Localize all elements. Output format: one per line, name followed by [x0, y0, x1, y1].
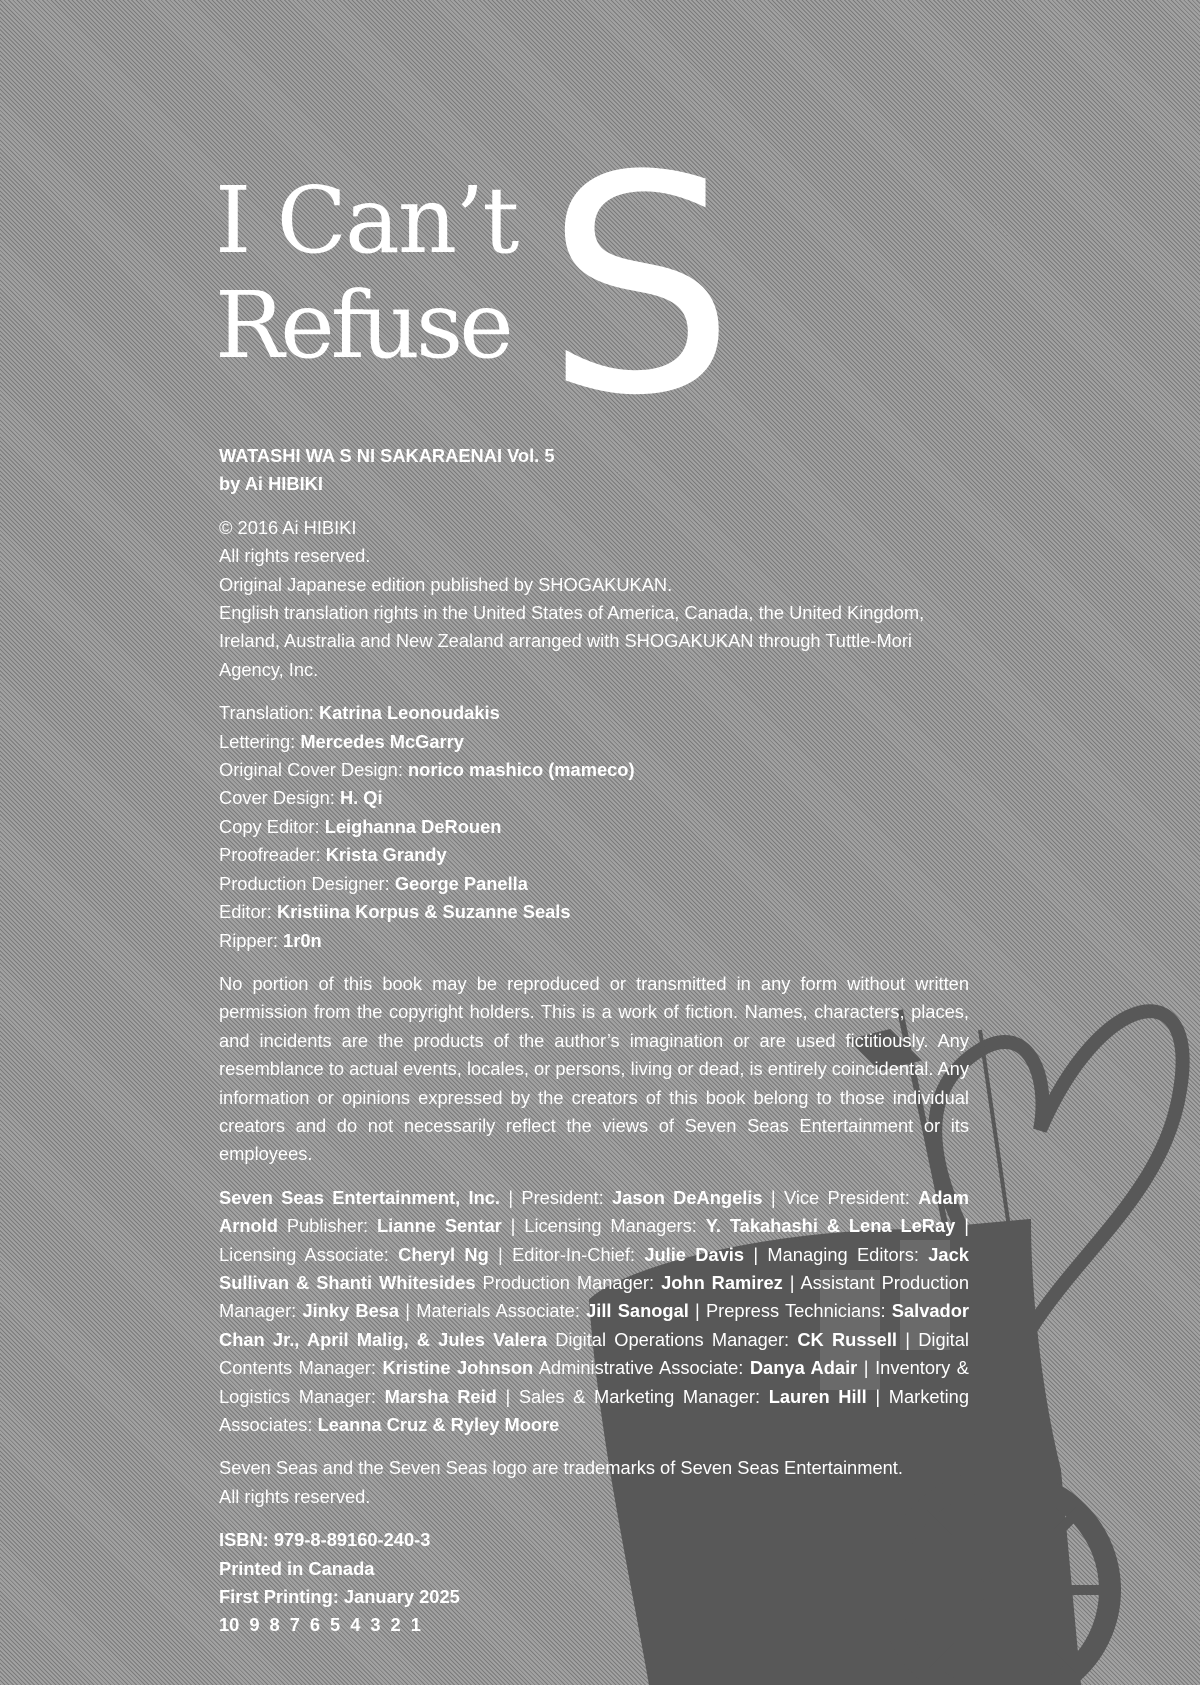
credits-block	[219, 699, 969, 955]
staff-name: Jinky Besa	[302, 1300, 400, 1322]
staff-role: Production Manager:	[482, 1271, 655, 1293]
credit-role: Editor:	[219, 901, 272, 923]
staff-separator: |	[500, 1186, 522, 1208]
logo-line-1: I Can’t	[215, 167, 518, 274]
printed-location: Printed in Canada	[219, 1557, 375, 1579]
staff-role: Prepress Technicians:	[705, 1300, 886, 1322]
printing-number: 8	[269, 1614, 280, 1636]
staff-separator: |	[955, 1215, 969, 1237]
credit-line	[219, 898, 969, 926]
printing-number: 10	[219, 1614, 240, 1636]
staff-role: Publisher:	[286, 1215, 369, 1237]
staff-separator: |	[399, 1300, 417, 1322]
staff-role: Inventory & Logistics Manager:	[219, 1357, 969, 1407]
staff-name: CK Russell	[797, 1328, 897, 1350]
logo-big-letter: S	[545, 112, 736, 461]
staff-separator: |	[782, 1271, 801, 1293]
staff-separator: |	[488, 1243, 513, 1265]
credit-name: Mercedes McGarry	[300, 730, 464, 752]
credit-line	[219, 699, 969, 727]
credit-role: Proofreader:	[219, 844, 321, 866]
credit-line	[219, 756, 969, 784]
credit-line	[219, 870, 969, 898]
credit-role: Lettering:	[219, 730, 296, 752]
credit-line	[219, 784, 969, 812]
logo-line-2: Refuse	[215, 272, 510, 379]
staff-name: John Ramirez	[661, 1271, 783, 1293]
staff-role: Assistant Production Manager:	[219, 1271, 969, 1322]
printing-numbers	[219, 1611, 969, 1639]
staff-name: Lianne Sentar	[377, 1215, 502, 1237]
staff-separator: |	[688, 1300, 706, 1322]
printing-number: 9	[249, 1614, 260, 1636]
staff-name: Jason DeAngelis	[612, 1186, 763, 1208]
credit-name: George Panella	[394, 872, 528, 894]
printing-number: 6	[309, 1614, 321, 1636]
printing-number: 3	[370, 1614, 381, 1636]
rights-block	[219, 514, 969, 684]
original-title: WATASHI WA S NI SAKARAENAI Vol. 5	[219, 445, 555, 466]
staff-separator: |	[496, 1385, 519, 1407]
staff-role: Marketing Associates:	[219, 1385, 969, 1435]
copyright-notice: © 2016 Ai HIBIKI	[219, 516, 357, 538]
staff-name: Adam Arnold	[219, 1186, 969, 1237]
credit-name: Katrina Leonoudakis	[318, 702, 500, 724]
staff-role: Digital Contents Manager:	[219, 1328, 969, 1379]
publication-block	[219, 1526, 969, 1640]
staff-separator: |	[744, 1243, 768, 1265]
credit-role: Translation:	[219, 702, 314, 724]
credit-role: Cover Design:	[219, 787, 335, 809]
credit-name: Leighanna DeRouen	[324, 815, 502, 837]
trademark-notice: Seven Seas and the Seven Seas logo are trademarks of Seven Seas Entertainment.	[219, 1457, 903, 1479]
staff-role: Licensing Managers:	[524, 1215, 697, 1237]
author-line: by Ai HIBIKI	[219, 473, 323, 495]
staff-name: Kristine Johnson	[382, 1357, 534, 1379]
printing-number: 7	[289, 1614, 300, 1636]
credit-role: Ripper:	[219, 929, 278, 951]
printing-number: 5	[330, 1614, 341, 1636]
staff-role: President:	[521, 1186, 604, 1208]
credit-role: Original Cover Design:	[219, 759, 403, 781]
staff-paragraph	[219, 1184, 969, 1440]
original-edition: Original Japanese edition published by SHOGAKUKAN.	[219, 573, 673, 595]
staff-role: Sales & Marketing Manager:	[518, 1385, 761, 1407]
trademark-rights: All rights reserved.	[219, 1485, 371, 1507]
staff-name: Marsha Reid	[384, 1385, 497, 1407]
staff-role: Materials Associate:	[416, 1300, 580, 1322]
staff-name: Jill Sanogal	[586, 1300, 689, 1322]
staff-name: Danya Adair	[749, 1357, 858, 1379]
staff-role: Editor-In-Chief:	[512, 1243, 636, 1265]
staff-block	[219, 1184, 969, 1440]
staff-separator: |	[857, 1357, 876, 1379]
staff-name: Y. Takahashi & Lena LeRay	[705, 1215, 956, 1237]
isbn: ISBN: 979-8-89160-240-3	[219, 1529, 431, 1551]
credit-line	[219, 927, 969, 955]
staff-separator: |	[897, 1328, 919, 1350]
company-name: Seven Seas Entertainment, Inc.	[219, 1186, 500, 1208]
credit-name: Krista Grandy	[325, 844, 447, 866]
disclaimer-block	[219, 970, 969, 1169]
printing-number: 2	[390, 1614, 401, 1636]
credit-name: norico mashico (mameco)	[408, 759, 635, 781]
credit-line	[219, 841, 969, 869]
staff-role: Vice President:	[783, 1186, 910, 1208]
credit-line	[219, 728, 969, 756]
staff-name: Julie Davis	[644, 1243, 745, 1265]
printing-number: 1	[410, 1614, 421, 1636]
trademark-block	[219, 1454, 969, 1511]
staff-role: Administrative Associate:	[538, 1357, 744, 1379]
staff-name: Cheryl Ng	[398, 1243, 489, 1265]
staff-name: Jack Sullivan & Shanti Whitesides	[219, 1243, 969, 1293]
title-block	[219, 442, 969, 499]
credit-role: Production Designer:	[219, 872, 390, 894]
translation-rights: English translation rights in the United States of America, Canada, the United Kingdom, Ireland, Australia and New Zealand arranged with SHOGAKUKAN through Tuttle-Mori Agency, Inc.	[219, 602, 925, 680]
credit-name: Kristiina Korpus & Suzanne Seals	[276, 901, 571, 923]
staff-name: Salvador Chan Jr., April Malig, & Jules Valera	[219, 1300, 969, 1350]
first-printing: First Printing: January 2025	[219, 1586, 460, 1608]
staff-name: Lauren Hill	[768, 1385, 867, 1407]
staff-separator: |	[866, 1385, 889, 1407]
staff-separator: |	[501, 1215, 525, 1237]
staff-role: Managing Editors:	[767, 1243, 919, 1265]
credit-name: 1r0n	[283, 929, 322, 951]
credit-name: H. Qi	[339, 787, 383, 809]
staff-role: Licensing Associate:	[219, 1243, 389, 1265]
staff-role: Digital Operations Manager:	[555, 1328, 790, 1350]
copyright-text	[219, 442, 969, 1655]
credit-line	[219, 813, 969, 841]
credit-role: Copy Editor:	[219, 815, 320, 837]
staff-name: Leanna Cruz & Ryley Moore	[317, 1414, 560, 1435]
rights-reserved: All rights reserved.	[219, 545, 371, 567]
printing-number: 4	[350, 1614, 361, 1636]
staff-separator: |	[762, 1186, 784, 1208]
disclaimer-text: No portion of this book may be reproduced or transmitted in any form without written permission from the copyright holders. This is a work of fiction. Names, characters, places, and incidents are the products of the author’s imagination or are used fictitiously. Any resemblance to actual events, locales, or persons, living or dead, is entirely coincidental. Any information or opinions expressed by the creators of this book belong to those individual creators and do not necessarily reflect the views of Seven Seas Entertainment or its employees.	[219, 972, 969, 1165]
